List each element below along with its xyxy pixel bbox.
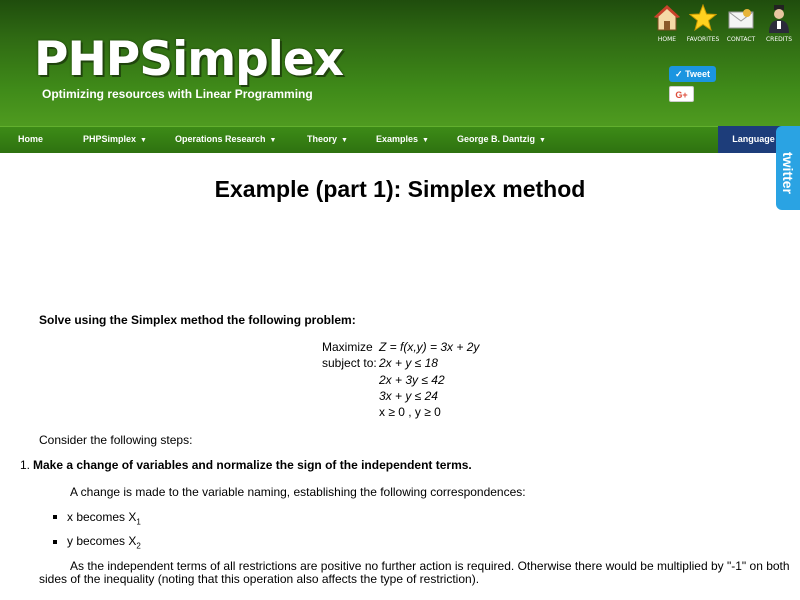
chevron-down-icon: ▼	[269, 137, 277, 144]
note-line-1: As the independent terms of all restrictions are positive no further action is required. Otherwise there would be multiplied by "-1" on both	[70, 559, 790, 573]
chevron-down-icon: ▼	[539, 137, 546, 144]
nav-examples-label: Examples	[376, 134, 419, 144]
bullet-item-1-text: x becomes X	[67, 510, 137, 524]
bullet-marker	[53, 540, 57, 544]
nav-phpsimplex-label: PHPSimplex	[83, 134, 137, 144]
bullet-item-2	[67, 534, 141, 553]
favorites-caption: FAVORITES	[686, 36, 720, 43]
subject-to-label: subject to:	[322, 356, 377, 370]
constraint-1: 2x + y ≤ 18	[379, 356, 438, 370]
top-icon-bar	[648, 4, 800, 46]
nav-home[interactable]	[18, 127, 43, 153]
chevron-down-icon: ▼	[341, 137, 348, 144]
envelope-icon	[722, 4, 760, 34]
chevron-down-icon: ▼	[140, 137, 147, 144]
credits-link[interactable]	[760, 4, 798, 43]
nav-home-label: Home	[18, 134, 44, 144]
note-line-2: sides of the inequality (noting that this operation also affects the type of restriction).	[39, 572, 480, 586]
constraint-3: 3x + y ≤ 24	[379, 389, 438, 403]
bullet-item-2-sub: 2	[136, 541, 141, 551]
step-number: 1.	[20, 458, 31, 472]
home-caption: HOME	[657, 36, 677, 43]
site-tagline: Optimizing resources with Linear Programming	[42, 87, 313, 101]
chevron-down-icon: ▼	[422, 137, 429, 144]
intro-text: Solve using the Simplex method the following problem:	[39, 313, 356, 327]
home-link[interactable]	[648, 4, 686, 43]
nav-dantzig[interactable]	[457, 127, 546, 153]
nav-theory-label: Theory	[307, 134, 338, 144]
star-icon	[684, 4, 722, 34]
step-heading: Make a change of variables and normalize the sign of the independent terms.	[33, 458, 472, 472]
nav-examples[interactable]	[376, 127, 429, 153]
credits-caption: CREDITS	[765, 36, 792, 43]
contact-link[interactable]	[722, 4, 760, 43]
tweet-button[interactable]	[669, 66, 716, 82]
nav-theory[interactable]	[307, 127, 348, 153]
steps-intro: Consider the following steps:	[39, 433, 193, 447]
nav-operations-research[interactable]	[175, 127, 276, 153]
constraint-nonnegativity: x ≥ 0 , y ≥ 0	[379, 405, 441, 419]
bullet-item-1-sub: 1	[136, 517, 141, 527]
twitter-bird-icon: ✓	[675, 69, 683, 79]
main-nav	[0, 126, 800, 153]
bullet-item-1	[67, 510, 141, 529]
bullet-marker	[53, 515, 57, 519]
page-title: Example (part 1): Simplex method	[214, 176, 586, 202]
favorites-link[interactable]	[684, 4, 722, 43]
twitter-tab-label: twitter	[780, 152, 796, 194]
contact-caption: CONTACT	[726, 36, 756, 43]
step-paragraph: A change is made to the variable naming, establishing the following correspondences:	[70, 485, 526, 499]
nav-dantzig-label: George B. Dantzig	[457, 134, 536, 144]
constraint-2: 2x + 3y ≤ 42	[379, 373, 445, 387]
home-icon	[648, 4, 686, 34]
person-icon	[760, 4, 798, 34]
google-plus-button[interactable]: G+	[669, 86, 694, 102]
site-header	[0, 0, 800, 126]
tweet-label: Tweet	[685, 69, 710, 79]
nav-phpsimplex[interactable]	[83, 127, 147, 153]
nav-operations-research-label: Operations Research	[175, 134, 266, 144]
site-logo[interactable]: PHPSimplex	[34, 32, 344, 87]
language-label: Language	[732, 134, 775, 144]
maximize-label: Maximize	[322, 340, 373, 354]
objective-function: Z = f(x,y) = 3x + 2y	[379, 340, 480, 354]
bullet-item-2-text: y becomes X	[67, 534, 137, 548]
